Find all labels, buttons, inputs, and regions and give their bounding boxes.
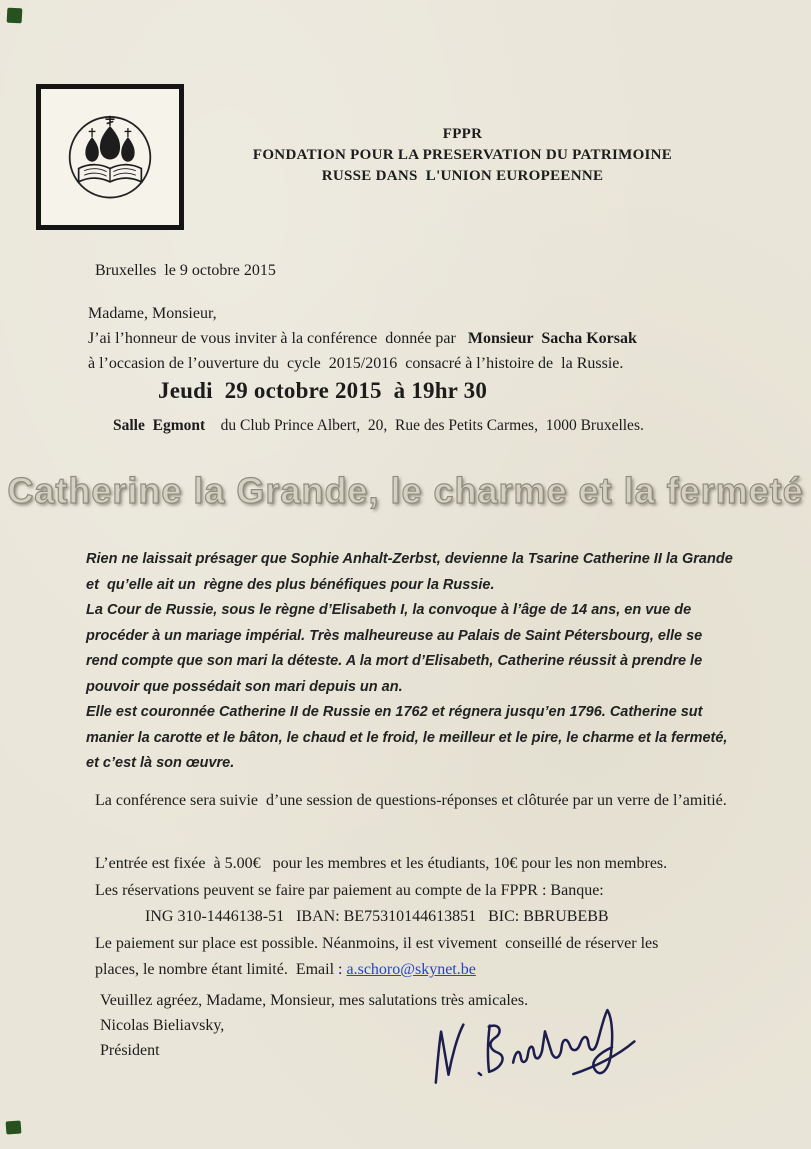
intro-line1 [88,330,637,348]
description-para3: Elle est couronnée Catherine II de Russie en 1762 et régnera jusqu’en 1796. Catherine sut manier la carotte et le bâton, le chaud et le froid, le meilleur et le pire, le charme et la fermeté, et c’est là son œuvre. [86,704,732,771]
reservation-line: Les réservations peuvent se faire par paiement au compte de la FPPR : Banque: [95,881,604,899]
venue-line [113,417,644,435]
org-name-line1: FONDATION POUR LA PRESERVATION DU PATRIMOINE [252,147,673,163]
description-para2: La Cour de Russie, sous le règne d’Elisabeth I, la convoque à l’âge de 14 ans, en vue de procéder à un mariage impérial. Très malheureuse au Palais de Saint Pétersbourg, elle se rend compte que son mari la déteste. A la mort d’Elisabeth, Catherine réussit à prendre le pouvoir que possédait son mari depuis un an. [86,602,707,695]
payment-line2-text: places, le nombre étant limité. Email : [95,961,347,978]
talk-description [86,547,737,777]
intro-line2: à l’occasion de l’ouverture du cycle 2015/2016 consacré à l’histoire de la Russie. [88,355,624,372]
org-name-line2: RUSSE DANS L'UNION EUROPEENNE [321,168,604,184]
bank-account-line: ING 310-1446138-51 IBAN: BE75310144613851 BIC: BBRUBEBB [145,908,609,925]
intro-text: J’ai l’honneur de vous inviter à la conférence donnée par [88,330,468,347]
scan-artifact-bottom [6,1120,22,1134]
session-note: La conférence sera suivie d’une session de questions-réponses et clôturée par un verre de l’amitié. [95,792,727,809]
church-domes-book-icon [54,99,166,216]
email-link[interactable]: a.schoro@skynet.be [346,961,476,978]
org-header [175,124,750,187]
signer-name: Nicolas Bieliavsky, [100,1017,225,1034]
payment-line2 [95,957,767,984]
venue-room: Salle Egmont [113,417,206,434]
speaker-name: Monsieur Sacha Korsak [467,330,637,347]
event-datetime: Jeudi 29 octobre 2015 à 19hr 30 [158,378,488,403]
venue-address: du Club Prince Albert, 20, Rue des Petits Carmes, 1000 Bruxelles. [205,417,644,434]
practical-info [95,851,767,984]
talk-title: Catherine la Grande, le charme et la fermeté [7,470,804,511]
org-abbr: FPPR [442,126,483,142]
salutation: Madame, Monsieur, [88,305,217,322]
signer-title: Président [100,1042,160,1059]
payment-line1: Le paiement sur place est possible. Néanmoins, il est vivement conseillé de réserver les [95,934,659,952]
valediction: Veuillez agréez, Madame, Monsieur, mes salutations très amicales. [100,992,529,1009]
description-para1: Rien ne laissait présager que Sophie Anhalt-Zerbst, devienne la Tsarine Catherine II la Grande et qu’elle ait un règne des plus bénéfiques pour la Russie. [86,551,737,593]
pricing-line: L’entrée est fixée à 5.00€ pour les membres et les étudiants, 10€ pour les non membres. [95,855,668,872]
fppr-logo [36,84,184,230]
dateline: Bruxelles le 9 octobre 2015 [95,262,276,279]
scan-artifact-top [7,8,23,24]
